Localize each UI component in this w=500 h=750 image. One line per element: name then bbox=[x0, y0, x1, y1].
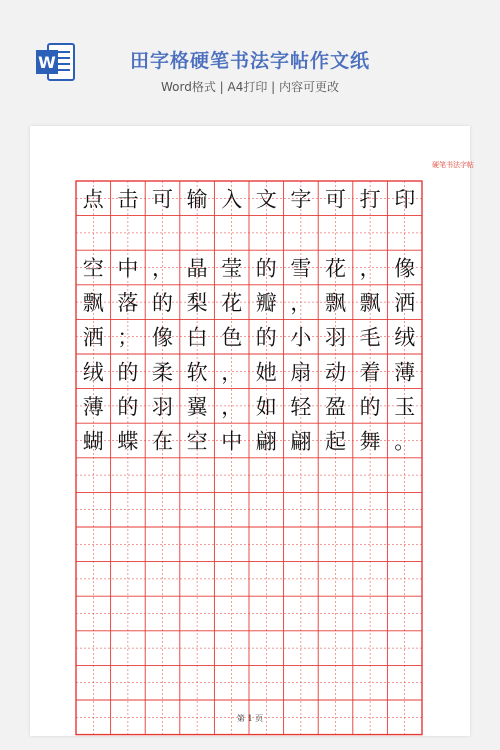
grid-character: ， bbox=[359, 256, 381, 281]
grid-character: 起 bbox=[325, 429, 346, 454]
grid-character: 绒 bbox=[82, 360, 104, 385]
grid-character: 入 bbox=[221, 187, 243, 212]
grid-character: 像 bbox=[394, 256, 416, 281]
grid-character: 翼 bbox=[186, 394, 208, 419]
grid-character: 着 bbox=[359, 360, 381, 385]
grid-character: 白 bbox=[186, 325, 208, 350]
grid-character: 小 bbox=[290, 325, 312, 350]
grid-character: 像 bbox=[152, 325, 173, 350]
grid-character: 薄 bbox=[82, 394, 104, 419]
grid-character: 洒 bbox=[394, 291, 416, 316]
grid-character: 羽 bbox=[325, 325, 346, 350]
grid-character: 中 bbox=[117, 256, 139, 281]
grid-character: ； bbox=[117, 325, 139, 350]
grid-character: 她 bbox=[255, 360, 277, 385]
grid-character: 舞 bbox=[359, 429, 381, 454]
grid-character: 击 bbox=[117, 187, 139, 212]
grid-character: 晶 bbox=[186, 256, 208, 281]
grid-character: 羽 bbox=[152, 394, 173, 419]
grid-character: 飘 bbox=[82, 291, 104, 316]
grid-character: 柔 bbox=[152, 360, 173, 385]
grid-character: 空 bbox=[82, 256, 104, 281]
grid-character: 洒 bbox=[82, 325, 104, 350]
grid-character: 蝴 bbox=[82, 429, 104, 454]
grid-character: 花 bbox=[325, 256, 346, 281]
grid-character: 毛 bbox=[359, 325, 381, 350]
grid-character: 蝶 bbox=[117, 429, 139, 454]
grid-character: 如 bbox=[255, 394, 277, 419]
grid-character: 。 bbox=[394, 429, 416, 454]
grid-character: 翩 bbox=[290, 429, 312, 454]
grid-character: 莹 bbox=[221, 256, 243, 281]
grid-character: 盈 bbox=[325, 394, 346, 419]
grid-character: 的 bbox=[255, 256, 277, 281]
page-title: 田字格硬笔书法字帖作文纸 bbox=[129, 50, 370, 72]
grid-character: 翩 bbox=[255, 429, 277, 454]
grid-character: 薄 bbox=[394, 360, 416, 385]
grid-character: 绒 bbox=[394, 325, 416, 350]
grid-character: 的 bbox=[152, 291, 173, 316]
grid-character: 的 bbox=[255, 325, 277, 350]
grid-character: 玉 bbox=[394, 394, 416, 419]
page-number: 第 1 页 bbox=[236, 714, 264, 723]
grid-character: 瓣 bbox=[255, 291, 277, 316]
grid-character: 落 bbox=[117, 291, 139, 316]
grid-character: 飘 bbox=[325, 291, 346, 316]
grid-character: 轻 bbox=[290, 394, 312, 419]
grid-character: 的 bbox=[117, 394, 139, 419]
grid-character: 空 bbox=[186, 429, 208, 454]
grid-character: ， bbox=[221, 360, 243, 385]
grid-character: ， bbox=[221, 394, 243, 419]
grid-character: 雪 bbox=[290, 256, 312, 281]
grid-character: ， bbox=[152, 256, 173, 281]
word-icon-letter: W bbox=[38, 53, 56, 72]
grid-character: 的 bbox=[359, 394, 381, 419]
grid-character: 在 bbox=[152, 429, 173, 454]
grid-character: ， bbox=[290, 291, 312, 316]
grid-character: 色 bbox=[221, 325, 243, 350]
grid-character: 可 bbox=[325, 187, 346, 212]
grid-character: 梨 bbox=[186, 291, 208, 316]
grid-character: 扇 bbox=[290, 360, 312, 385]
grid-character: 飘 bbox=[359, 291, 381, 316]
grid-character: 印 bbox=[394, 187, 416, 212]
grid-character: 可 bbox=[152, 187, 173, 212]
grid-character: 字 bbox=[290, 187, 312, 212]
grid-character: 输 bbox=[186, 187, 208, 212]
grid-character: 打 bbox=[359, 187, 381, 212]
grid-character: 动 bbox=[325, 360, 346, 385]
grid-character: 点 bbox=[82, 187, 104, 212]
grid-character: 花 bbox=[221, 291, 243, 316]
page-subtitle: Word格式 | A4打印 | 内容可更改 bbox=[160, 80, 340, 94]
grid-character: 软 bbox=[186, 360, 208, 385]
grid-character: 的 bbox=[117, 360, 139, 385]
grid-character: 中 bbox=[221, 429, 243, 454]
paper-header-label: 硬笔书法字帖 bbox=[432, 161, 474, 169]
grid-character: 文 bbox=[255, 187, 277, 212]
